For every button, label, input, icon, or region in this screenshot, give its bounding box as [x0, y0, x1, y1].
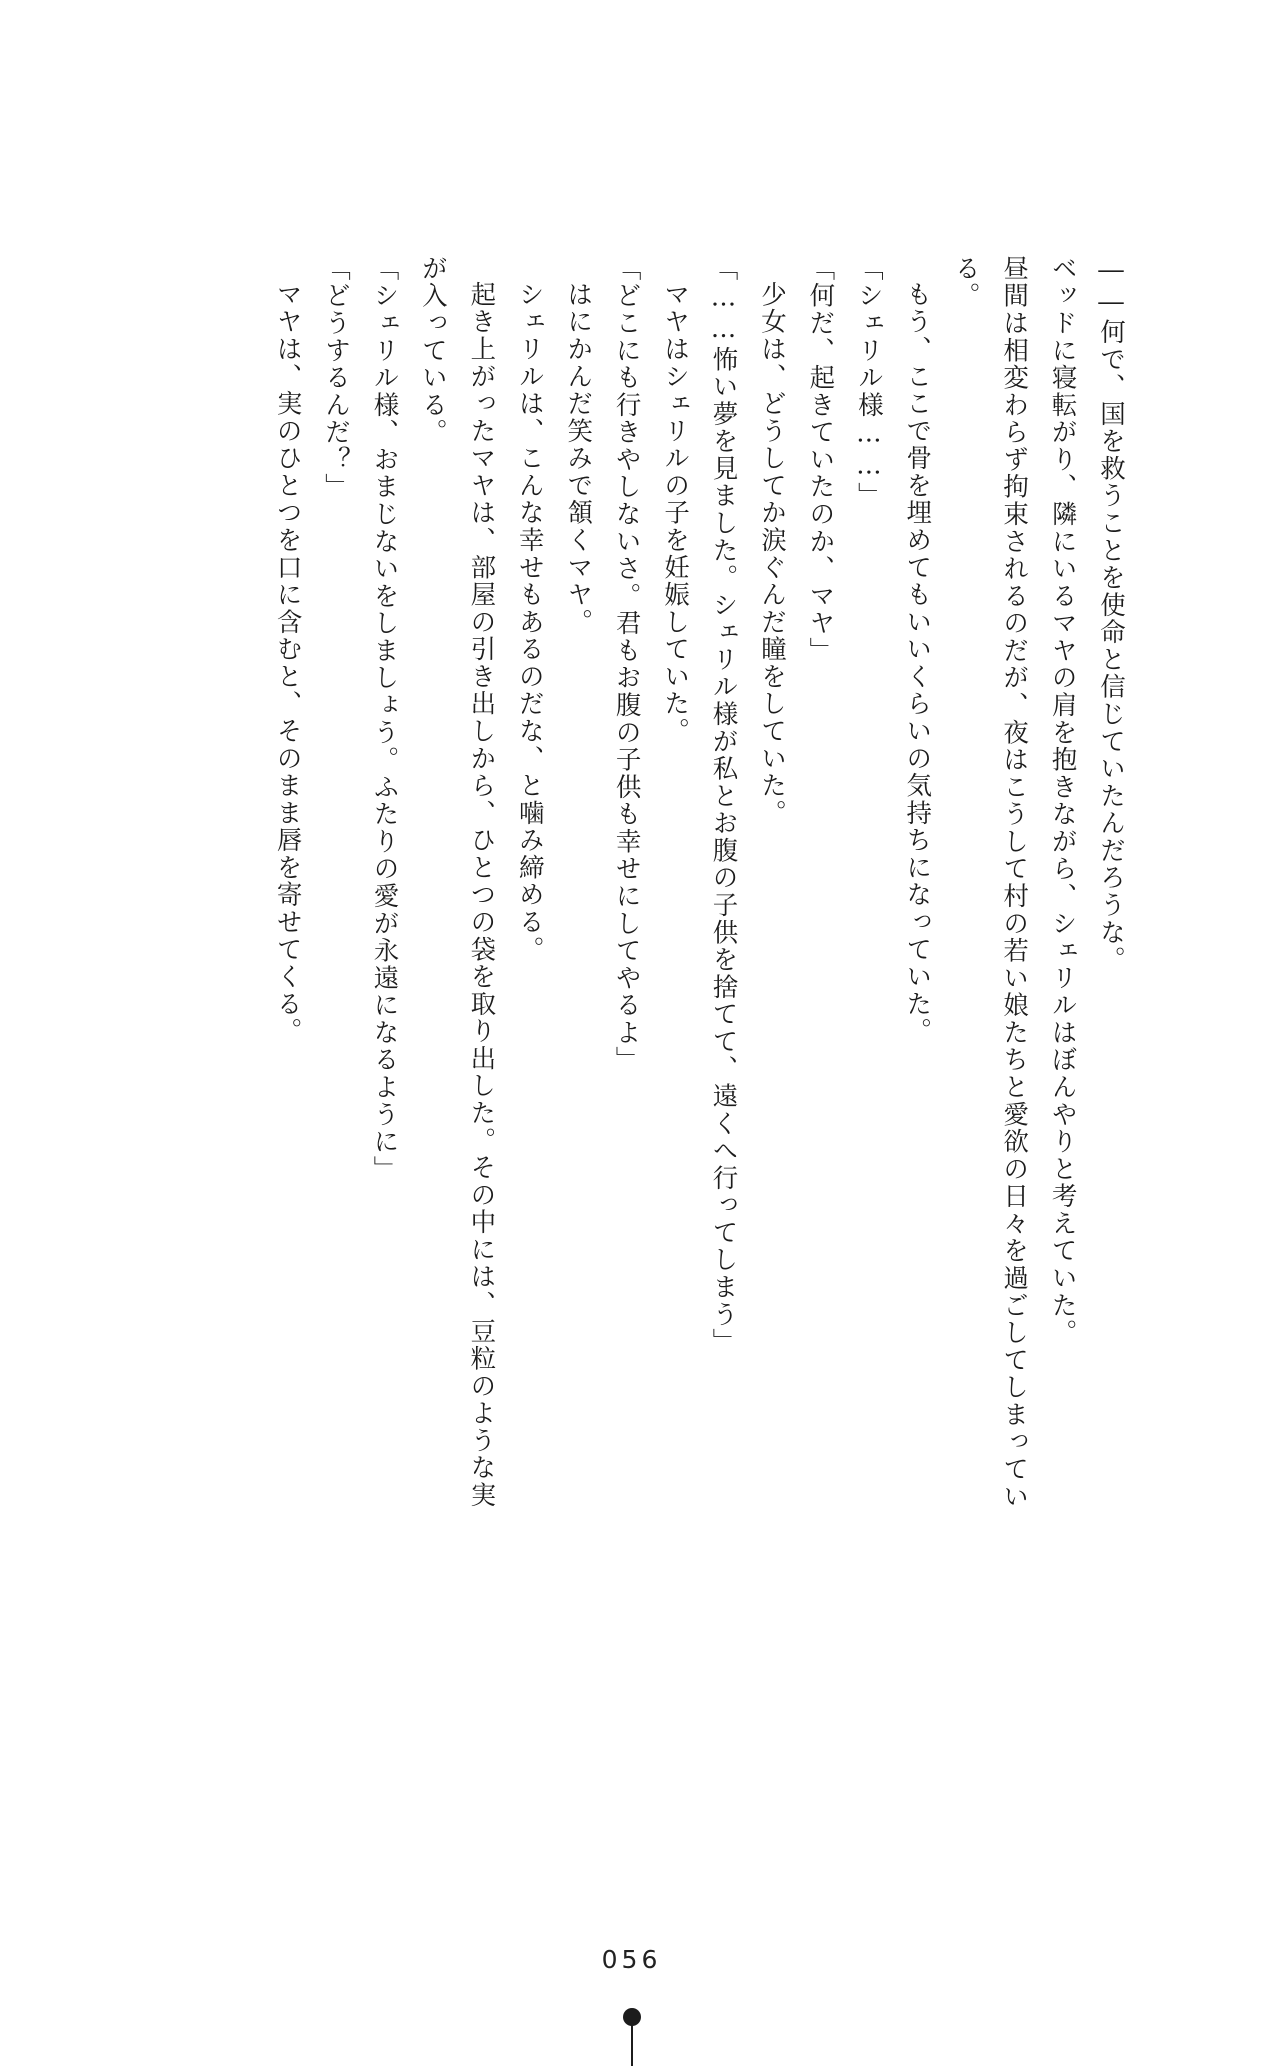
paragraph: 「どうするんだ？」 [321, 255, 351, 501]
paragraph: もう、ここで骨を埋めてもいいくらいの気持ちになっていた。 [902, 280, 933, 1045]
paragraph: はにかんだ笑みで頷くマヤ。 [563, 280, 594, 636]
paragraph: マヤはシェリルの子を妊娠していた。 [660, 280, 691, 745]
paragraph: マヤは、実のひとつを口に含むと、そのまま唇を寄せてくる。 [272, 280, 303, 1045]
paragraph: 「シェリル様……」 [853, 255, 884, 510]
paragraph: ――何で、国を救うことを使命と信じていたんだろうな。 [1096, 255, 1126, 974]
paragraph: ベッドに寝転がり、隣にいるマヤの肩を抱きながら、シェリルはぼんやりと考えていた。 [1047, 255, 1078, 1347]
paragraph: 「どこにも行きやしないさ。君もお腹の子供も幸せにしてやるよ」 [611, 255, 642, 1074]
paragraph: 「……怖い夢を見ました。シェリル様が私とお腹の子供を捨てて、遠くへ行ってしまう」 [708, 255, 739, 1356]
paragraph: 「何だ、起きていたのか、マヤ」 [805, 255, 836, 665]
vertical-text-body [115, 255, 1135, 1535]
paragraph: シェリルは、こんな幸せもあるのだな、と噛み締める。 [514, 280, 545, 963]
paragraph: 起き上がったマヤは、部屋の引き出しから、ひとつの袋を取り出した。その中には、豆粒のような実が入っている。 [417, 255, 497, 1509]
paragraph: 少女は、どうしてか涙ぐんだ瞳をしていた。 [756, 280, 787, 827]
page-marker-rule [631, 2024, 633, 2066]
paragraph: 「シェリル様、おまじないをしましょう。ふたりの愛が永遠になるように」 [369, 255, 400, 1183]
paragraph: 昼間は相変わらず拘束されるのだが、夜はこうして村の若い娘たちと愛欲の日々を過ごしてしまっている。 [950, 255, 1030, 1511]
page-number: 056 [601, 1945, 662, 1974]
